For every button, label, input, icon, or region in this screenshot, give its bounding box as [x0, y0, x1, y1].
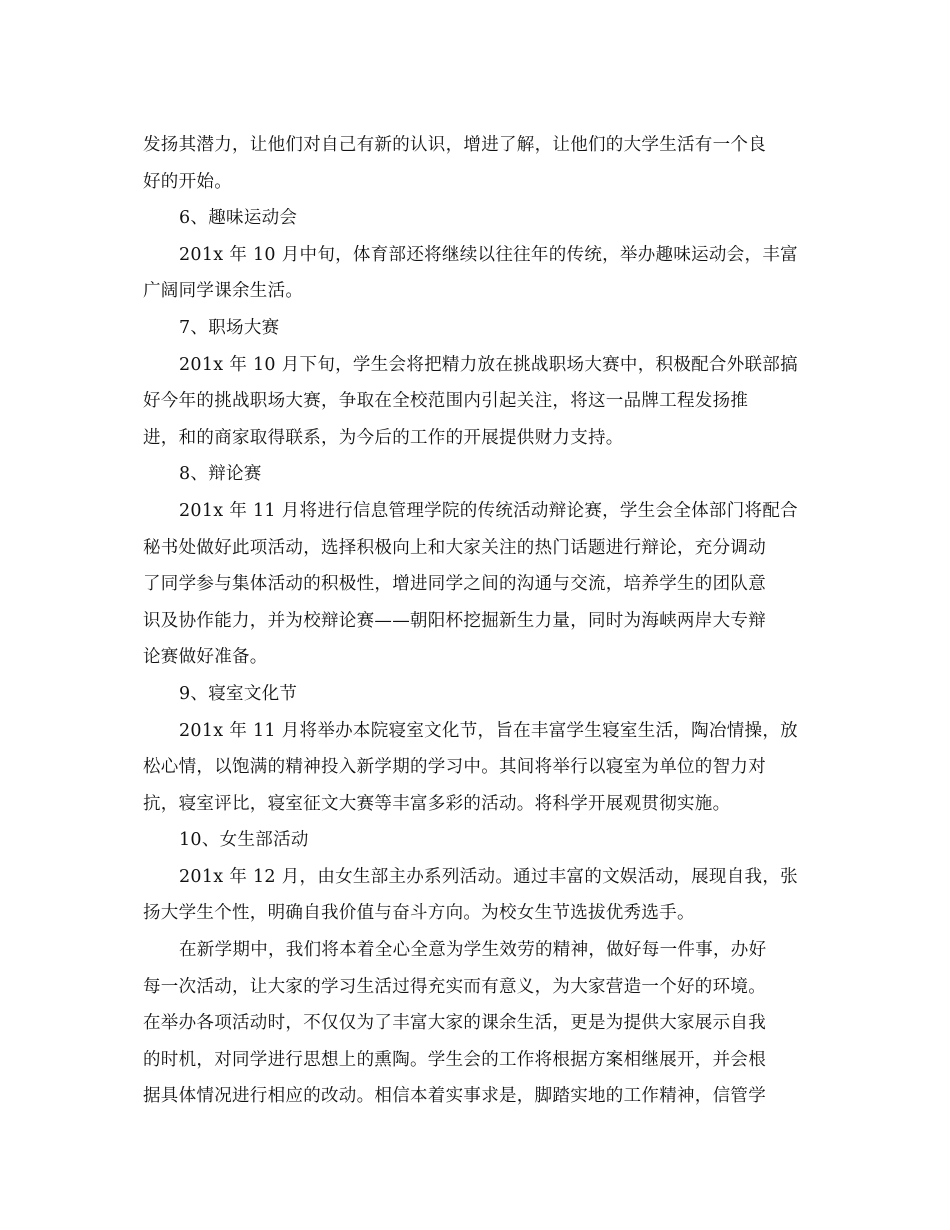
paragraph-line: 201x 年 11 月将进行信息管理学院的传统活动辩论赛，学生会全体部门将配合: [179, 500, 798, 521]
paragraph-line: 了同学参与集体活动的积极性，增进同学之间的沟通与交流，培养学生的团队意: [143, 574, 766, 595]
paragraph-line: 识及协作能力，并为校辩论赛——朝阳杯挖掘新生力量，同时为海峡两岸大专辩: [143, 610, 766, 631]
paragraph-line: 201x 年 10 月中旬，体育部还将继续以往往年的传统，举办趣味运动会，丰富: [179, 244, 798, 265]
paragraph-line: 每一次活动，让大家的学习生活过得充实而有意义，为大家营造一个好的环境。: [143, 976, 766, 997]
paragraph-line: 论赛做好准备。: [143, 647, 268, 668]
paragraph-line: 201x 年 10 月下旬，学生会将把精力放在挑战职场大赛中，积极配合外联部搞: [179, 354, 798, 375]
paragraph-line: 的时机，对同学进行思想上的熏陶。学生会的工作将根据方案相继展开，并会根: [143, 1049, 766, 1070]
section-heading: 10、女生部活动: [179, 830, 309, 851]
paragraph-line: 据具体情况进行相应的改动。相信本着实事求是，脚踏实地的工作精神，信管学: [143, 1086, 766, 1107]
section-heading: 9、寝室文化节: [179, 683, 298, 704]
paragraph-line: 松心情，以饱满的精神投入新学期的学习中。其间将举行以寝室为单位的智力对: [143, 757, 766, 778]
paragraph-line: 发扬其潜力，让他们对自己有新的认识，增进了解，让他们的大学生活有一个良: [143, 135, 766, 155]
section-heading: 7、职场大赛: [179, 317, 280, 338]
paragraph-line: 在举办各项活动时，不仅仅为了丰富大家的课余生活，更是为提供大家展示自我: [143, 1013, 766, 1034]
document-body: [143, 127, 823, 1115]
paragraph-line: 在新学期中，我们将本着全心全意为学生效劳的精神，做好每一件事，办好: [179, 940, 767, 961]
section-heading: 6、趣味运动会: [179, 208, 298, 229]
paragraph-line: 201x 年 11 月将举办本院寝室文化节，旨在丰富学生寝室生活，陶冶情操，放: [179, 720, 798, 741]
paragraph-line: 抗，寝室评比，寝室征文大赛等丰富多彩的活动。将科学开展观贯彻实施。: [143, 793, 731, 814]
paragraph-line: 广阔同学课余生活。: [143, 281, 304, 302]
paragraph-line: 秘书处做好此项活动，选择积极向上和大家关注的热门话题进行辩论，充分调动: [143, 537, 766, 558]
paragraph-line: 扬大学生个性，明确自我价值与奋斗方向。为校女生节选拔优秀选手。: [143, 903, 695, 924]
paragraph-line: 进，和的商家取得联系，为今后的工作的开展提供财力支持。: [143, 427, 624, 448]
paragraph-line: 201x 年 12 月，由女生部主办系列活动。通过丰富的文娱活动，展现自我，张: [179, 866, 798, 887]
section-heading: 8、辩论赛: [179, 464, 262, 485]
paragraph-line: 好今年的挑战职场大赛，争取在全校范围内引起关注，将这一品牌工程发扬推: [143, 391, 749, 412]
paragraph-line: 好的开始。: [143, 171, 232, 192]
